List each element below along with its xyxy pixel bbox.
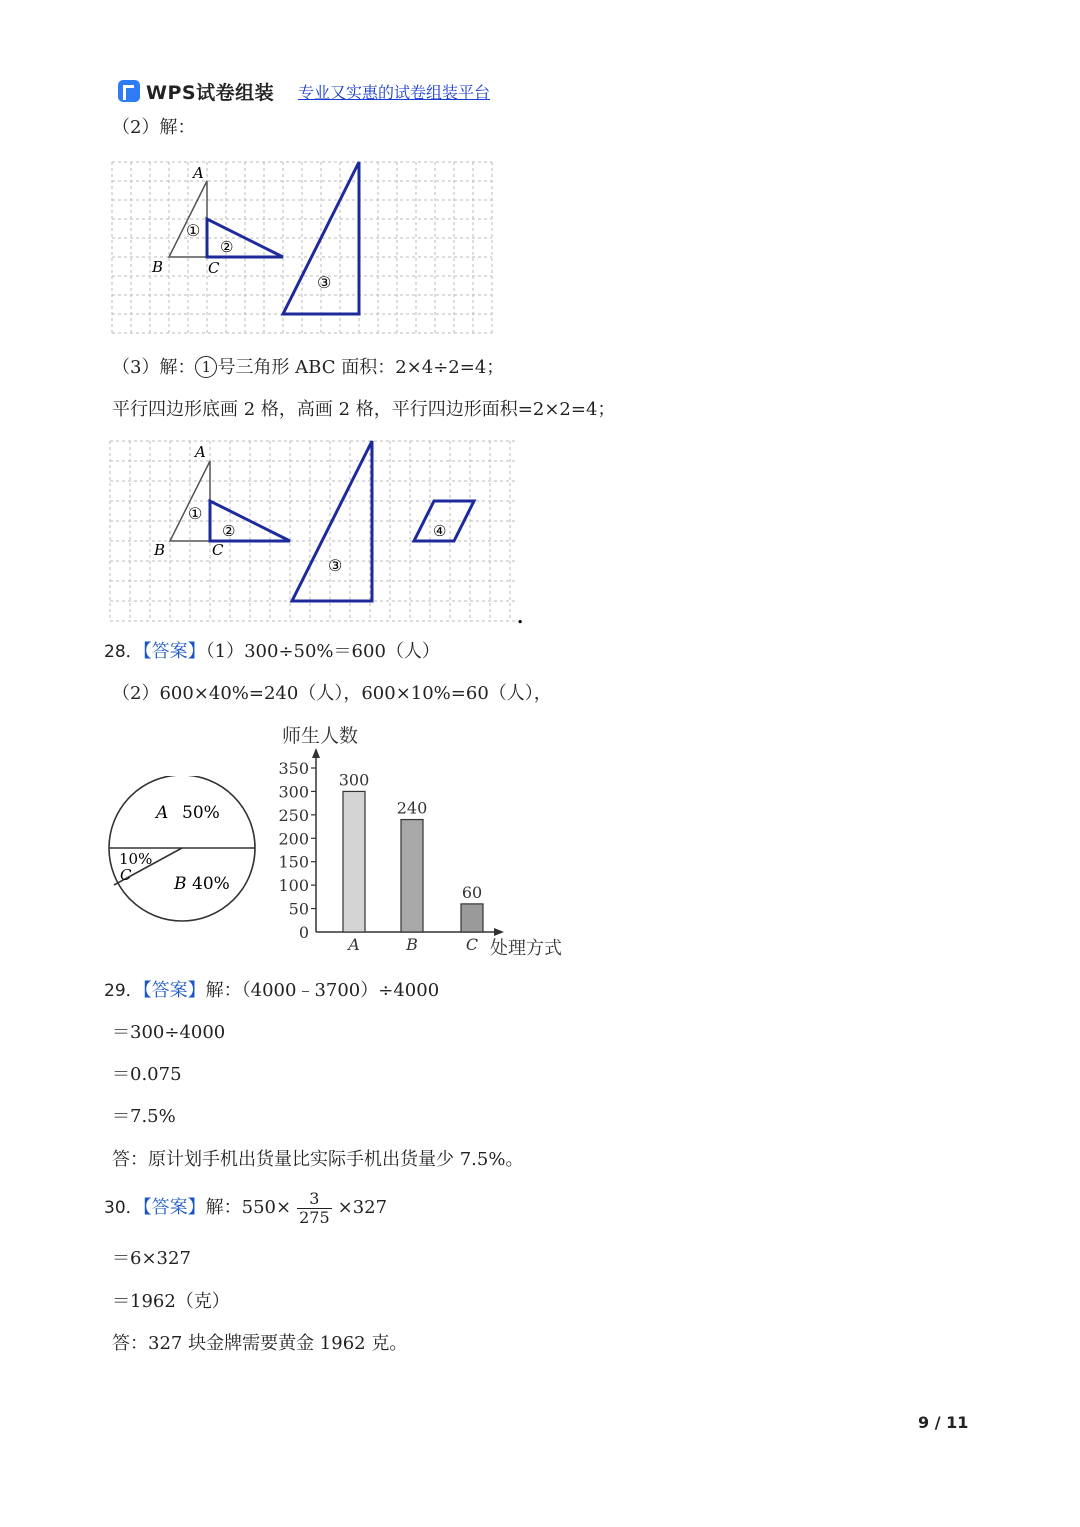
label-C: C [208, 259, 220, 277]
x-tick-label: C [465, 935, 479, 954]
tagline-link[interactable]: 专业又实惠的试卷组装平台 [298, 83, 491, 102]
q30-line1 [104, 1188, 387, 1228]
y-tick-label: 300 [278, 782, 309, 802]
y-tick-label: 250 [278, 805, 309, 825]
label-shape-1: ① [188, 504, 203, 523]
chart-bars [339, 770, 483, 954]
pie-label-b: B [174, 874, 187, 894]
wps-logo-icon [118, 80, 140, 102]
q30-fraction [297, 1190, 332, 1227]
page-number: 9 / 11 [918, 1413, 969, 1432]
circled-number: 1 [201, 358, 212, 376]
q30-line3: ＝1962（克） [112, 1291, 230, 1312]
q28-number: 28． [104, 642, 143, 662]
wps-logo [118, 78, 274, 104]
y-tick-label: 50 [288, 899, 309, 919]
label-B: B [154, 541, 166, 559]
q29-number: 29． [104, 981, 143, 1001]
y-tick-label: 100 [278, 876, 309, 896]
label-shape-4: ④ [433, 522, 447, 540]
q27-part3-suffix: 号三角形 ABC 面积：2×4÷2=4； [217, 357, 505, 378]
q28-line2: （2）600×40%=240（人），600×10%=60（人）， [112, 683, 552, 704]
bar-value-label: 240 [396, 798, 428, 818]
bar-value-label: 300 [338, 770, 370, 790]
y-tick-label: 350 [278, 759, 309, 778]
pie-pct-a: 50% [182, 803, 220, 823]
label-A: A [195, 443, 206, 461]
x-tick-label: A [348, 935, 360, 954]
q27-part3-line1 [112, 356, 504, 380]
fraction-denominator: 275 [299, 1207, 330, 1227]
q30-line4: 答：327 块金牌需要黄金 1962 克。 [112, 1333, 408, 1354]
x-tick-label: B [406, 935, 418, 954]
q28-bar-chart [270, 718, 580, 962]
bar-c [461, 904, 483, 932]
q29-text1: 解：（4000﹣3700）÷4000 [205, 980, 440, 1001]
q28-line1 [104, 640, 440, 664]
label-shape-1: ① [186, 221, 201, 240]
label-shape-3: ③ [328, 556, 343, 575]
label-A: A [193, 164, 204, 182]
chart-title: 师生人数 [282, 725, 359, 747]
q29-answer-tag: 【答案】 [142, 980, 206, 1001]
pie-pct-c: 10% [119, 850, 153, 868]
q28-text1: （1）300÷50%＝600（人） [205, 641, 440, 662]
q30-prefix: 解：550× [205, 1197, 292, 1218]
q27-figure-2 [108, 437, 528, 627]
wps-logo-text: WPS试卷组装 [146, 81, 275, 104]
bar-a [343, 791, 365, 932]
q29-line1 [104, 979, 439, 1003]
label-shape-3: ③ [317, 273, 332, 292]
chart-y-ticks [278, 759, 316, 942]
q28-answer-tag: 【答案】 [142, 641, 206, 662]
y-tick-label: 150 [278, 852, 309, 872]
label-shape-2: ② [222, 522, 236, 540]
bar-b [401, 820, 423, 932]
y-tick-label: 200 [278, 829, 309, 849]
label-B: B [152, 258, 164, 276]
y-axis-arrow [312, 748, 320, 758]
q29-line5: 答：原计划手机出货量比实际手机出货量少 7.5%。 [112, 1149, 524, 1170]
q30-number: 30． [104, 1198, 143, 1218]
pie-pct-b: 40% [192, 874, 230, 894]
trailing-period: . [517, 607, 524, 627]
q30-line2: ＝6×327 [112, 1248, 191, 1269]
pie-label-a: A [156, 803, 169, 823]
q27-part3-line2: 平行四边形底画 2 格，高画 2 格，平行四边形面积=2×2=4； [112, 399, 616, 420]
grid [110, 441, 515, 621]
q30-suffix: ×327 [337, 1197, 388, 1218]
q28-pie-chart [106, 776, 260, 926]
circled-number-icon [195, 356, 217, 378]
grid [112, 162, 492, 333]
q27-part3-prefix: （3）解： [112, 357, 196, 378]
label-shape-2: ② [220, 238, 234, 256]
label-C: C [212, 541, 224, 559]
q27-part2-label: （2）解： [112, 117, 196, 138]
chart-xlabel: 处理方式 [490, 938, 562, 959]
q30-answer-tag: 【答案】 [142, 1197, 206, 1218]
q27-figure-1 [110, 158, 494, 336]
x-axis-arrow [494, 928, 504, 936]
q29-line3: ＝0.075 [112, 1064, 182, 1085]
y-tick-label: 0 [298, 923, 309, 942]
pie-label-c: C [120, 866, 132, 884]
q29-line4: ＝7.5% [112, 1106, 176, 1127]
q29-line2: ＝300÷4000 [112, 1022, 226, 1043]
bar-value-label: 60 [461, 882, 483, 902]
fraction-numerator: 3 [297, 1190, 332, 1209]
